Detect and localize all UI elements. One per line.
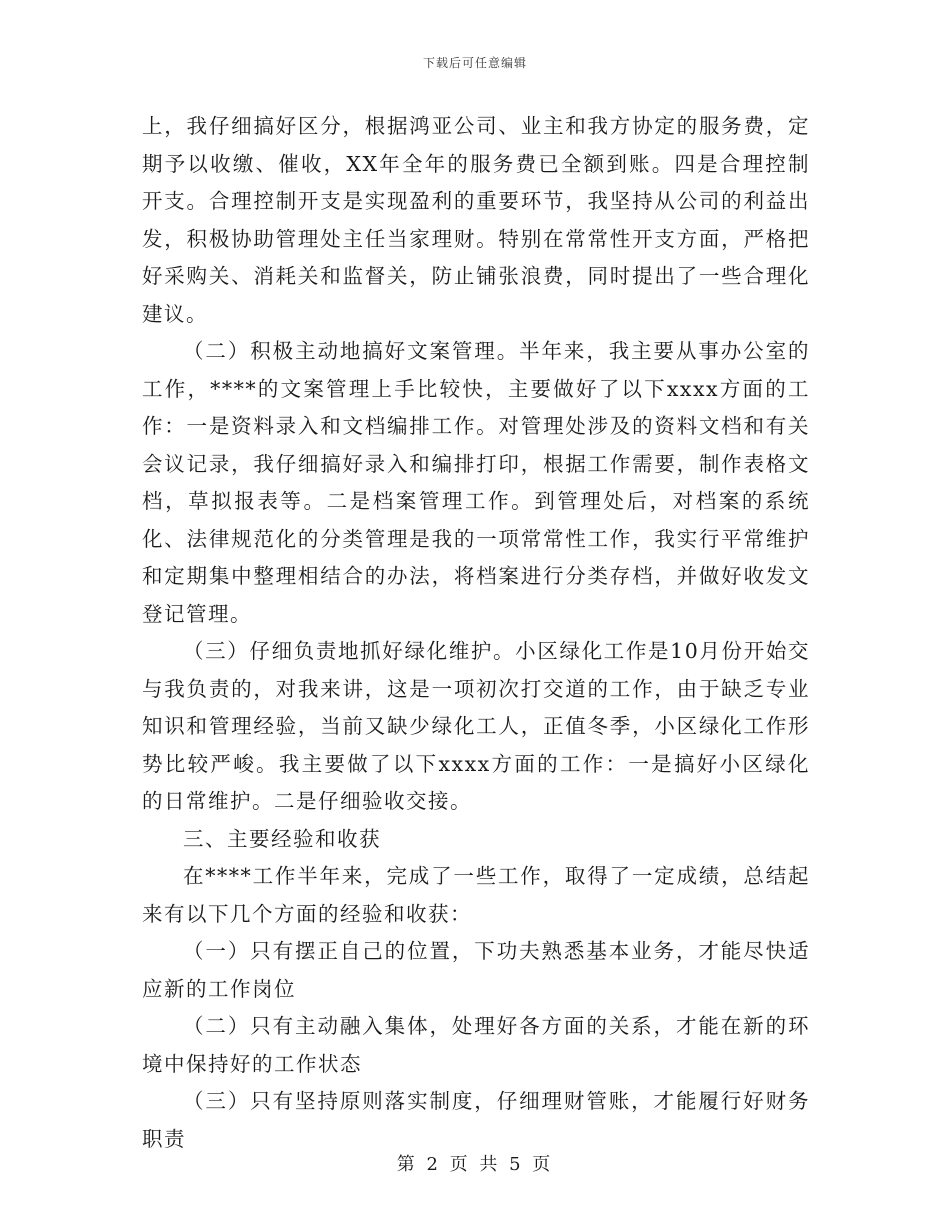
paragraph-1: 上，我仔细搞好区分，根据鸿亚公司、业主和我方协定的服务费，定期予以收缴、催收，XX年全年的服务费已全额到账。四是合理控制开支。合理控制开支是实现盈利的重要环节，我坚持从公司的利益出发，积极协助管理处主任当家理财。特别在常常性开支方面，严格把好采购关、消耗关和监督关，防止铺张浪费，同时提出了一些合理化建议。 (142, 114, 810, 326)
section-heading: 三、主要经验和收获 (183, 826, 381, 851)
page-header: 下载后可任意编辑 (422, 56, 527, 70)
paragraph-6: （一）只有摆正自己的位置，下功夫熟悉基本业务，才能尽快适应新的工作岗位 (142, 939, 810, 1001)
paragraph-8: （三）只有坚持原则落实制度，仔细理财管账，才能履行好财务职责 (142, 1089, 810, 1151)
paragraph-3: （三）仔细负责地抓好绿化维护。小区绿化工作是10月份开始交与我负责的，对我来讲，这是一项初次打交道的工作，由于缺乏专业知识和管理经验，当前又缺少绿化工人，正值冬季，小区绿化工作形势比较严峻。我主要做了以下xxxx方面的工作：一是搞好小区绿化的日常维护。二是仔细验收交接。 (142, 639, 810, 813)
page-footer: 第 2 页 共 5 页 (396, 1154, 554, 1175)
paragraph-7: （二）只有主动融入集体，处理好各方面的关系，才能在新的环境中保持好的工作状态 (142, 1014, 810, 1076)
paragraph-2: （二）积极主动地搞好文案管理。半年来，我主要从事办公室的工作，****的文案管理上手比较快，主要做好了以下xxxx方面的工作：一是资料录入和文档编排工作。对管理处涉及的资料文档和有关会议记录，我仔细搞好录入和编排打印，根据工作需要，制作表格文档，草拟报表等。二是档案管理工作。到管理处后，对档案的系统化、法律规范化的分类管理是我的一项常常性工作，我实行平常维护和定期集中整理相结合的办法，将档案进行分类存档，并做好收发文登记管理。 (142, 339, 810, 626)
document-body (142, 108, 810, 1158)
paragraph-5: 在****工作半年来，完成了一些工作，取得了一定成绩，总结起来有以下几个方面的经验和收获： (142, 864, 810, 926)
